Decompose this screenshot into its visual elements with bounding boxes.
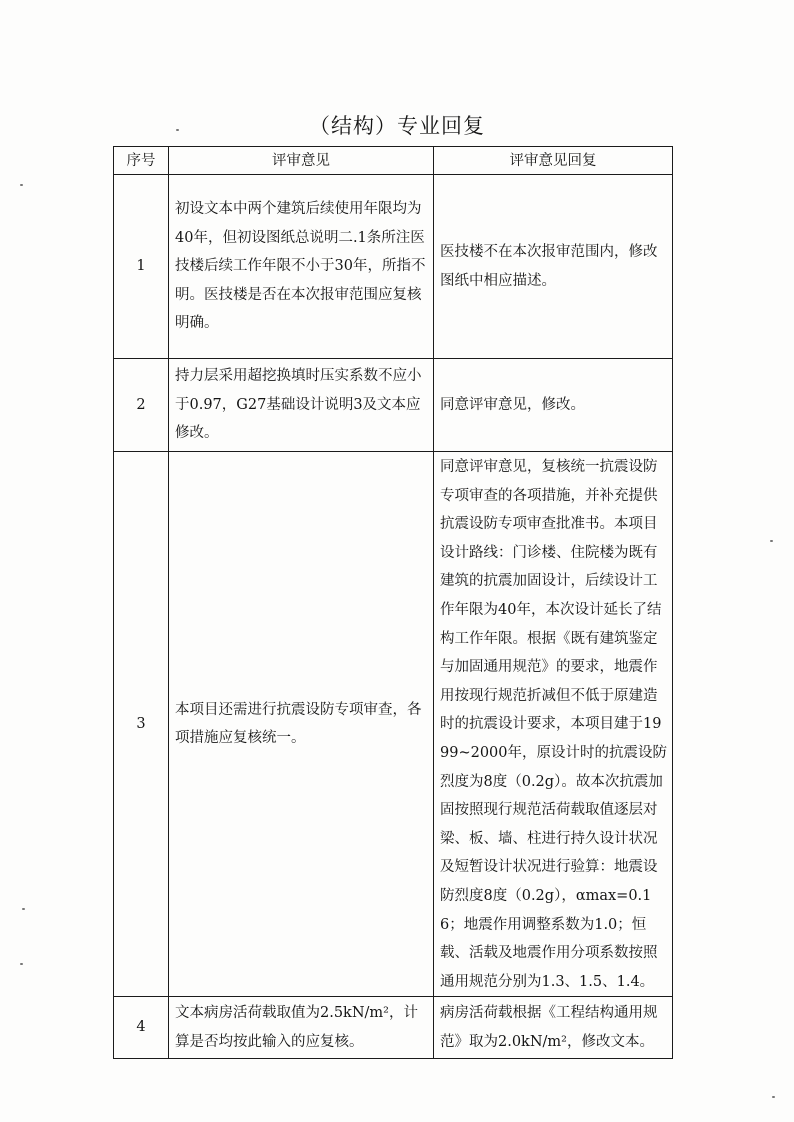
header-review-reply: 评审意见回复	[434, 147, 673, 175]
row-comment: 初设文本中两个建筑后续使用年限均为40年，但初设图纸总说明二.1条所注医技楼后续工作年限不小于30年，所指不明。医技楼是否在本次报审范围应复核明确。	[169, 175, 434, 359]
row-comment: 持力层采用超挖换填时压实系数不应小于0.97，G27基础设计说明3及文本应修改。	[169, 359, 434, 452]
header-serial-number: 序号	[114, 147, 169, 175]
header-review-comment: 评审意见	[169, 147, 434, 175]
scan-speck	[20, 184, 23, 186]
scan-speck	[176, 129, 179, 131]
row-reply: 病房活荷载根据《工程结构通用规范》取为2.0kN/m²，修改文本。	[434, 997, 673, 1059]
row-number: 1	[114, 175, 169, 359]
table-row	[114, 997, 673, 1059]
row-number: 2	[114, 359, 169, 452]
scan-speck	[772, 1096, 775, 1098]
row-comment: 本项目还需进行抗震设防专项审查，各项措施应复核统一。	[169, 452, 434, 997]
table-row	[114, 359, 673, 452]
row-reply: 医技楼不在本次报审范围内，修改图纸中相应描述。	[434, 175, 673, 359]
review-table	[113, 146, 673, 1059]
row-reply: 同意评审意见，复核统一抗震设防专项审查的各项措施，并补充提供抗震设防专项审查批准书。本项目设计路线：门诊楼、住院楼为既有建筑的抗震加固设计，后续设计工作年限为40年，本次设计延长了结构工作年限。根据《既有建筑鉴定与加固通用规范》的要求，地震作用按现行规范折减但不低于原建造时的抗震设计要求，本项目建于1999~2000年，原设计时的抗震设防烈度为8度（0.2g）。故本次抗震加固按照现行规范活荷载取值逐层对梁、板、墙、柱进行持久设计状况及短暂设计状况进行验算：地震设防烈度8度（0.2g），αmax=0.16；地震作用调整系数为1.0；恒载、活载及地震作用分项系数按照通用规范分别为1.3、1.5、1.4。	[434, 452, 673, 997]
table-row	[114, 452, 673, 997]
row-number: 4	[114, 997, 169, 1059]
table-row	[114, 175, 673, 359]
table-header-row	[114, 147, 673, 175]
scan-speck	[22, 908, 25, 910]
row-comment: 文本病房活荷载取值为2.5kN/m²，计算是否均按此输入的应复核。	[169, 997, 434, 1059]
scan-speck	[20, 963, 23, 965]
row-number: 3	[114, 452, 169, 997]
scan-speck	[770, 540, 773, 542]
row-reply: 同意评审意见，修改。	[434, 359, 673, 452]
page-title: （结构）专业回复	[309, 114, 485, 138]
